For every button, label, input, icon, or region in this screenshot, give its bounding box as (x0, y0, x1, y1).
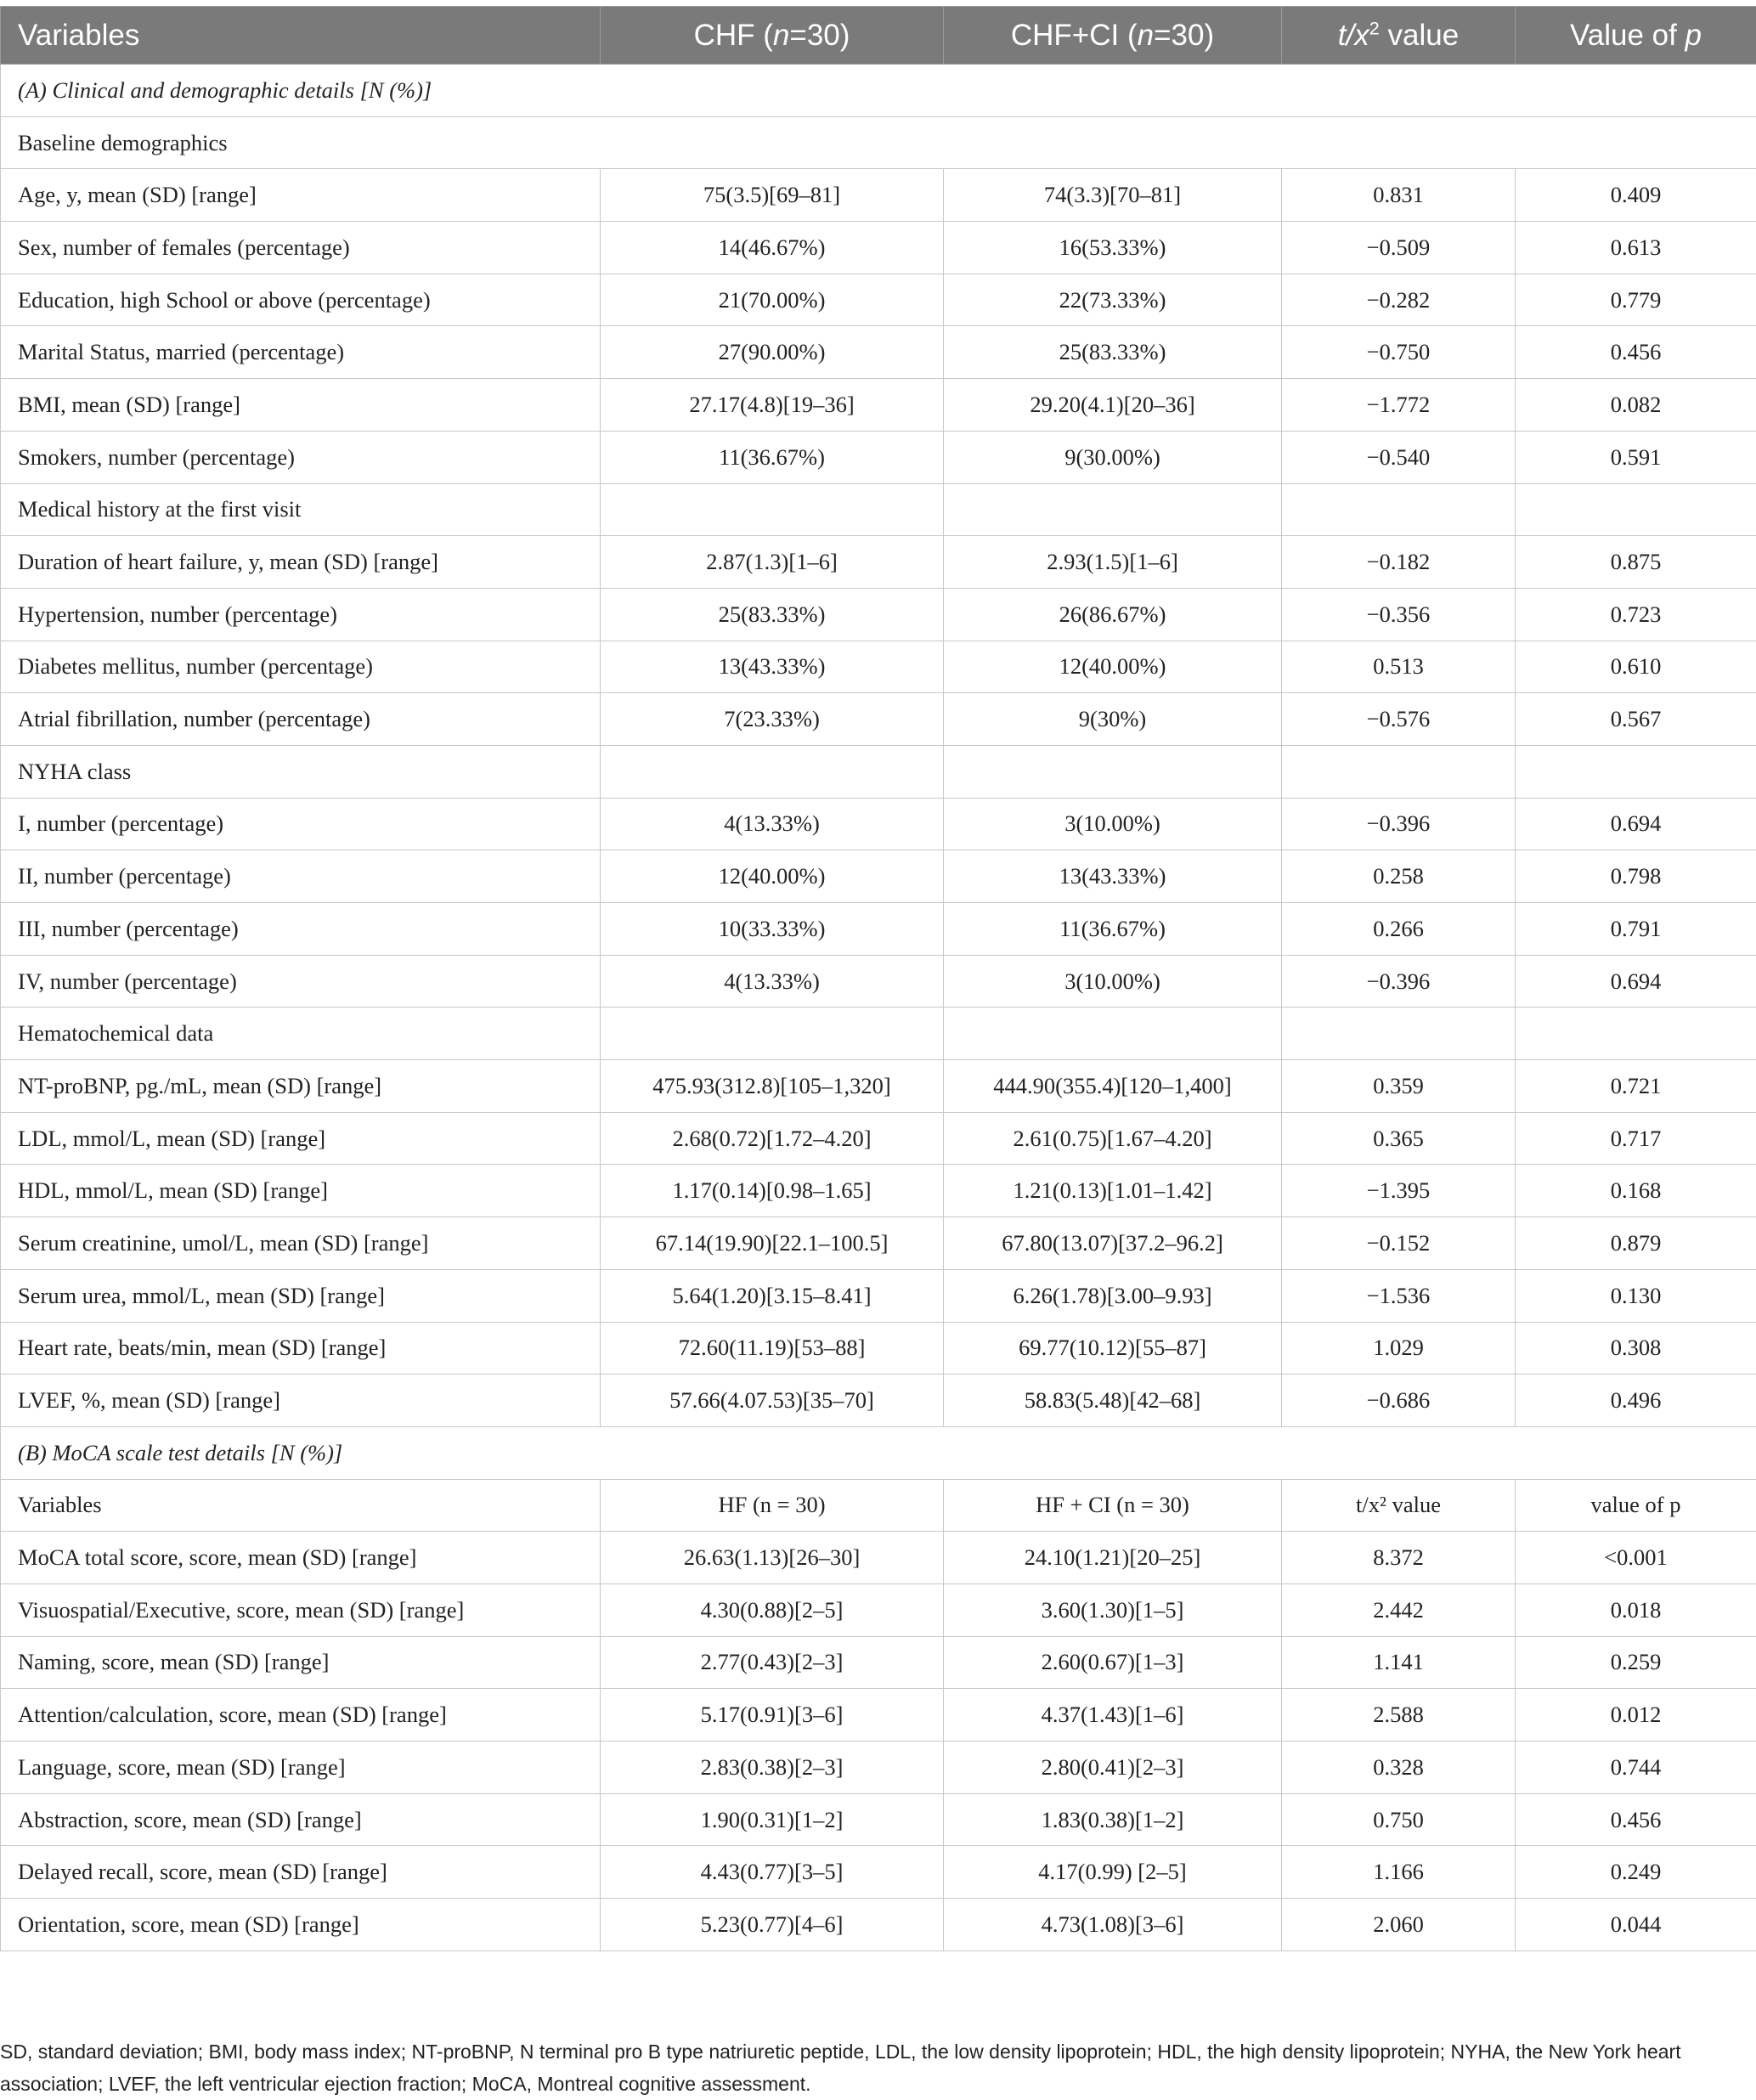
p-value: 0.591 (1516, 431, 1756, 483)
table-row (1, 903, 1756, 956)
p-value: 0.044 (1516, 1899, 1756, 1951)
chf-ci-value: 13(43.33%) (944, 850, 1282, 903)
p-value: 0.744 (1516, 1742, 1756, 1794)
empty-cell (601, 745, 944, 798)
row-label: Variables (1, 1479, 601, 1532)
chf-ci-value: 74(3.3)[70–81] (944, 169, 1282, 222)
table-row (1, 1636, 1756, 1689)
section-row (1, 65, 1756, 117)
row-label: Abstraction, score, mean (SD) [range] (1, 1793, 601, 1846)
row-label: Orientation, score, mean (SD) [range] (1, 1899, 601, 1951)
table-row (1, 1060, 1756, 1113)
chf-ci-value: 4.17(0.99) [2–5] (944, 1846, 1282, 1899)
table-row (1, 1269, 1756, 1322)
chf-value: 75(3.5)[69–81] (601, 169, 944, 222)
table-row (1, 693, 1756, 746)
p-value: <0.001 (1516, 1532, 1756, 1584)
table-row (1, 222, 1756, 274)
chf-value: 26.63(1.13)[26–30] (601, 1532, 944, 1584)
row-label: Sex, number of females (percentage) (1, 222, 601, 274)
chf-value: 1.17(0.14)[0.98–1.65] (601, 1165, 944, 1217)
empty-cell (601, 1008, 944, 1060)
group-row (1, 745, 1756, 798)
t-value: 0.258 (1282, 850, 1516, 903)
p-value: 0.717 (1516, 1112, 1756, 1165)
chf-ci-value: 67.80(13.07)[37.2–96.2] (944, 1217, 1282, 1270)
chf-value: 5.17(0.91)[3–6] (601, 1689, 944, 1742)
p-value: 0.567 (1516, 693, 1756, 746)
t-value: −0.182 (1282, 536, 1516, 589)
chf-ci-value: 2.60(0.67)[1–3] (944, 1636, 1282, 1689)
empty-cell (1516, 1008, 1756, 1060)
chf-ci-value: 9(30%) (944, 693, 1282, 746)
row-label: III, number (percentage) (1, 903, 601, 956)
chf-value: 72.60(11.19)[53–88] (601, 1322, 944, 1375)
t-value: 2.588 (1282, 1689, 1516, 1742)
t-value: −1.395 (1282, 1165, 1516, 1217)
row-label: NT-proBNP, pg./mL, mean (SD) [range] (1, 1060, 601, 1113)
row-label: BMI, mean (SD) [range] (1, 379, 601, 432)
chf-ci-value: 16(53.33%) (944, 222, 1282, 274)
p-value: 0.018 (1516, 1583, 1756, 1636)
row-label: LDL, mmol/L, mean (SD) [range] (1, 1112, 601, 1165)
col-header-t-value: $t/x^2$ value (1282, 7, 1516, 65)
col-header-chf-ci: CHF+CI (n=30) (944, 7, 1282, 65)
chf-ci-value: 9(30.00%) (944, 431, 1282, 483)
group-row (1, 1008, 1756, 1060)
chf-ci-value: 6.26(1.78)[3.00–9.93] (944, 1269, 1282, 1322)
t-value: −0.540 (1282, 431, 1516, 483)
t-value: 0.266 (1282, 903, 1516, 956)
chf-value: HF (n = 30) (601, 1479, 944, 1532)
row-label: II, number (percentage) (1, 850, 601, 903)
t-value: −0.152 (1282, 1217, 1516, 1270)
p-value: 0.723 (1516, 588, 1756, 641)
chf-ci-value: 69.77(10.12)[55–87] (944, 1322, 1282, 1375)
chf-ci-value: 2.93(1.5)[1–6] (944, 536, 1282, 589)
p-value: 0.409 (1516, 169, 1756, 222)
p-value: 0.456 (1516, 326, 1756, 379)
t-value: −0.396 (1282, 798, 1516, 850)
col-header-chf: CHF (n=30) (601, 7, 944, 65)
chf-value: 1.90(0.31)[1–2] (601, 1793, 944, 1846)
chf-ci-value: 3(10.00%) (944, 955, 1282, 1008)
t-value: −0.686 (1282, 1375, 1516, 1427)
row-label: Diabetes mellitus, number (percentage) (1, 641, 601, 693)
p-value: 0.496 (1516, 1375, 1756, 1427)
section-label: (B) MoCA scale test details [N (%)] (1, 1426, 1756, 1479)
table-body (1, 65, 1756, 1951)
t-value: 0.359 (1282, 1060, 1516, 1113)
t-value: 2.442 (1282, 1583, 1516, 1636)
empty-cell (1282, 745, 1516, 798)
t-value: 8.372 (1282, 1532, 1516, 1584)
p-value: 0.779 (1516, 274, 1756, 326)
row-label: Duration of heart failure, y, mean (SD) [range] (1, 536, 601, 589)
chf-ci-value: 26(86.67%) (944, 588, 1282, 641)
table-row (1, 1846, 1756, 1899)
table-row (1, 1793, 1756, 1846)
chf-value: 27.17(4.8)[19–36] (601, 379, 944, 432)
section-label: (A) Clinical and demographic details [N (%)] (1, 65, 1756, 117)
t-value: 1.141 (1282, 1636, 1516, 1689)
p-value: 0.249 (1516, 1846, 1756, 1899)
col-header-variables: Variables (1, 7, 601, 65)
t-value: −0.282 (1282, 274, 1516, 326)
p-value: 0.798 (1516, 850, 1756, 903)
header-row (1, 7, 1756, 65)
p-value: 0.610 (1516, 641, 1756, 693)
chf-value: 5.23(0.77)[4–6] (601, 1899, 944, 1951)
group-label: Medical history at the first visit (1, 483, 601, 536)
chf-value: 13(43.33%) (601, 641, 944, 693)
chf-value: 2.87(1.3)[1–6] (601, 536, 944, 589)
table-row (1, 850, 1756, 903)
p-value: 0.694 (1516, 798, 1756, 850)
chf-ci-value: 24.10(1.21)[20–25] (944, 1532, 1282, 1584)
table-row (1, 536, 1756, 589)
group-row (1, 116, 1756, 169)
table-row (1, 1217, 1756, 1270)
row-label: I, number (percentage) (1, 798, 601, 850)
row-label: Delayed recall, score, mean (SD) [range] (1, 1846, 601, 1899)
p-value: 0.875 (1516, 536, 1756, 589)
chf-ci-value: 4.73(1.08)[3–6] (944, 1899, 1282, 1951)
group-label: NYHA class (1, 745, 601, 798)
row-label: LVEF, %, mean (SD) [range] (1, 1375, 601, 1427)
table-row (1, 1375, 1756, 1427)
row-label: Marital Status, married (percentage) (1, 326, 601, 379)
chf-value: 4(13.33%) (601, 798, 944, 850)
t-value: −0.509 (1282, 222, 1516, 274)
chf-value: 2.77(0.43)[2–3] (601, 1636, 944, 1689)
group-label: Baseline demographics (1, 116, 1756, 169)
chf-value: 12(40.00%) (601, 850, 944, 903)
p-value: 0.012 (1516, 1689, 1756, 1742)
table-row (1, 1322, 1756, 1375)
chf-ci-value: 1.21(0.13)[1.01–1.42] (944, 1165, 1282, 1217)
chf-ci-value: 2.80(0.41)[2–3] (944, 1742, 1282, 1794)
table-row (1, 1532, 1756, 1584)
table-row (1, 326, 1756, 379)
empty-cell (944, 483, 1282, 536)
p-value: 0.721 (1516, 1060, 1756, 1113)
chf-ci-value: 3(10.00%) (944, 798, 1282, 850)
table-row (1, 274, 1756, 326)
row-label: Language, score, mean (SD) [range] (1, 1742, 601, 1794)
table-row (1, 1165, 1756, 1217)
empty-cell (1282, 483, 1516, 536)
col-header-p-value: Value of p (1516, 7, 1756, 65)
chf-ci-value: 4.37(1.43)[1–6] (944, 1689, 1282, 1742)
row-label: Attention/calculation, score, mean (SD) [range] (1, 1689, 601, 1742)
table-row (1, 1583, 1756, 1636)
chf-value: 11(36.67%) (601, 431, 944, 483)
p-value: 0.130 (1516, 1269, 1756, 1322)
p-value: 0.456 (1516, 1793, 1756, 1846)
t-value: 0.365 (1282, 1112, 1516, 1165)
chf-value: 14(46.67%) (601, 222, 944, 274)
chf-value: 67.14(19.90)[22.1–100.5] (601, 1217, 944, 1270)
table-row (1, 431, 1756, 483)
table-footnote: SD, standard deviation; BMI, body mass index; NT-proBNP, N terminal pro B type natriuretic peptide, LDL, the low density lipoprotein; HDL, the high density lipoprotein; NYHA, the New York heart association; LVEF, the left ventricular ejection fraction; MoCA, Montreal cognitive assessment. (0, 2035, 1756, 2100)
table-row (1, 1689, 1756, 1742)
row-label: Hypertension, number (percentage) (1, 588, 601, 641)
group-label: Hematochemical data (1, 1008, 601, 1060)
empty-cell (944, 1008, 1282, 1060)
row-label: MoCA total score, score, mean (SD) [range] (1, 1532, 601, 1584)
row-label: Visuospatial/Executive, score, mean (SD) [range] (1, 1583, 601, 1636)
table-row (1, 955, 1756, 1008)
t-value: −0.750 (1282, 326, 1516, 379)
chf-value: 4.30(0.88)[2–5] (601, 1583, 944, 1636)
chf-ci-value: 58.83(5.48)[42–68] (944, 1375, 1282, 1427)
p-value: 0.082 (1516, 379, 1756, 432)
t-value: −0.576 (1282, 693, 1516, 746)
t-value: 2.060 (1282, 1899, 1516, 1951)
empty-cell (1282, 1008, 1516, 1060)
table-row (1, 1899, 1756, 1951)
group-row (1, 483, 1756, 536)
t-value: 0.513 (1282, 641, 1516, 693)
empty-cell (1516, 745, 1756, 798)
chf-ci-value: 11(36.67%) (944, 903, 1282, 956)
table-row (1, 1112, 1756, 1165)
row-label: Naming, score, mean (SD) [range] (1, 1636, 601, 1689)
chf-value: 7(23.33%) (601, 693, 944, 746)
chf-value: 57.66(4.07.53)[35–70] (601, 1375, 944, 1427)
row-label: Serum creatinine, umol/L, mean (SD) [range] (1, 1217, 601, 1270)
row-label: IV, number (percentage) (1, 955, 601, 1008)
t-value: t/x² value (1282, 1479, 1516, 1532)
empty-cell (1516, 483, 1756, 536)
row-label: Serum urea, mmol/L, mean (SD) [range] (1, 1269, 601, 1322)
table-row (1, 798, 1756, 850)
p-value: 0.259 (1516, 1636, 1756, 1689)
data-table (0, 6, 1756, 1951)
t-value: −0.396 (1282, 955, 1516, 1008)
t-value: 0.831 (1282, 169, 1516, 222)
t-value: 1.029 (1282, 1322, 1516, 1375)
t-value: −0.356 (1282, 588, 1516, 641)
p-value: 0.879 (1516, 1217, 1756, 1270)
chf-value: 5.64(1.20)[3.15–8.41] (601, 1269, 944, 1322)
chf-value: 2.83(0.38)[2–3] (601, 1742, 944, 1794)
chf-ci-value: 25(83.33%) (944, 326, 1282, 379)
chf-value: 475.93(312.8)[105–1,320] (601, 1060, 944, 1113)
empty-cell (601, 483, 944, 536)
p-value: 0.791 (1516, 903, 1756, 956)
chf-value: 10(33.33%) (601, 903, 944, 956)
p-value: 0.694 (1516, 955, 1756, 1008)
chf-value: 2.68(0.72)[1.72–4.20] (601, 1112, 944, 1165)
t-value: 1.166 (1282, 1846, 1516, 1899)
chf-value: 27(90.00%) (601, 326, 944, 379)
chf-value: 21(70.00%) (601, 274, 944, 326)
table-row (1, 1742, 1756, 1794)
p-value: 0.308 (1516, 1322, 1756, 1375)
chf-ci-value: 29.20(4.1)[20–36] (944, 379, 1282, 432)
p-value: value of p (1516, 1479, 1756, 1532)
chf-ci-value: 3.60(1.30)[1–5] (944, 1583, 1282, 1636)
table-row (1, 641, 1756, 693)
p-value: 0.168 (1516, 1165, 1756, 1217)
table-row (1, 588, 1756, 641)
table-row (1, 169, 1756, 222)
t-value: −1.536 (1282, 1269, 1516, 1322)
row-label: Heart rate, beats/min, mean (SD) [range] (1, 1322, 601, 1375)
chf-ci-value: 444.90(355.4)[120–1,400] (944, 1060, 1282, 1113)
chf-ci-value: 22(73.33%) (944, 274, 1282, 326)
t-value: 0.750 (1282, 1793, 1516, 1846)
p-value: 0.613 (1516, 222, 1756, 274)
row-label: Smokers, number (percentage) (1, 431, 601, 483)
chf-value: 4(13.33%) (601, 955, 944, 1008)
chf-ci-value: 12(40.00%) (944, 641, 1282, 693)
row-label: Age, y, mean (SD) [range] (1, 169, 601, 222)
chf-ci-value: 1.83(0.38)[1–2] (944, 1793, 1282, 1846)
empty-cell (944, 745, 1282, 798)
chf-ci-value: 2.61(0.75)[1.67–4.20] (944, 1112, 1282, 1165)
table-row (1, 1479, 1756, 1532)
section-row (1, 1426, 1756, 1479)
t-value: −1.772 (1282, 379, 1516, 432)
row-label: HDL, mmol/L, mean (SD) [range] (1, 1165, 601, 1217)
chf-ci-value: HF + CI (n = 30) (944, 1479, 1282, 1532)
table-row (1, 379, 1756, 432)
t-value: 0.328 (1282, 1742, 1516, 1794)
row-label: Education, high School or above (percentage) (1, 274, 601, 326)
chf-value: 25(83.33%) (601, 588, 944, 641)
chf-value: 4.43(0.77)[3–5] (601, 1846, 944, 1899)
row-label: Atrial fibrillation, number (percentage) (1, 693, 601, 746)
